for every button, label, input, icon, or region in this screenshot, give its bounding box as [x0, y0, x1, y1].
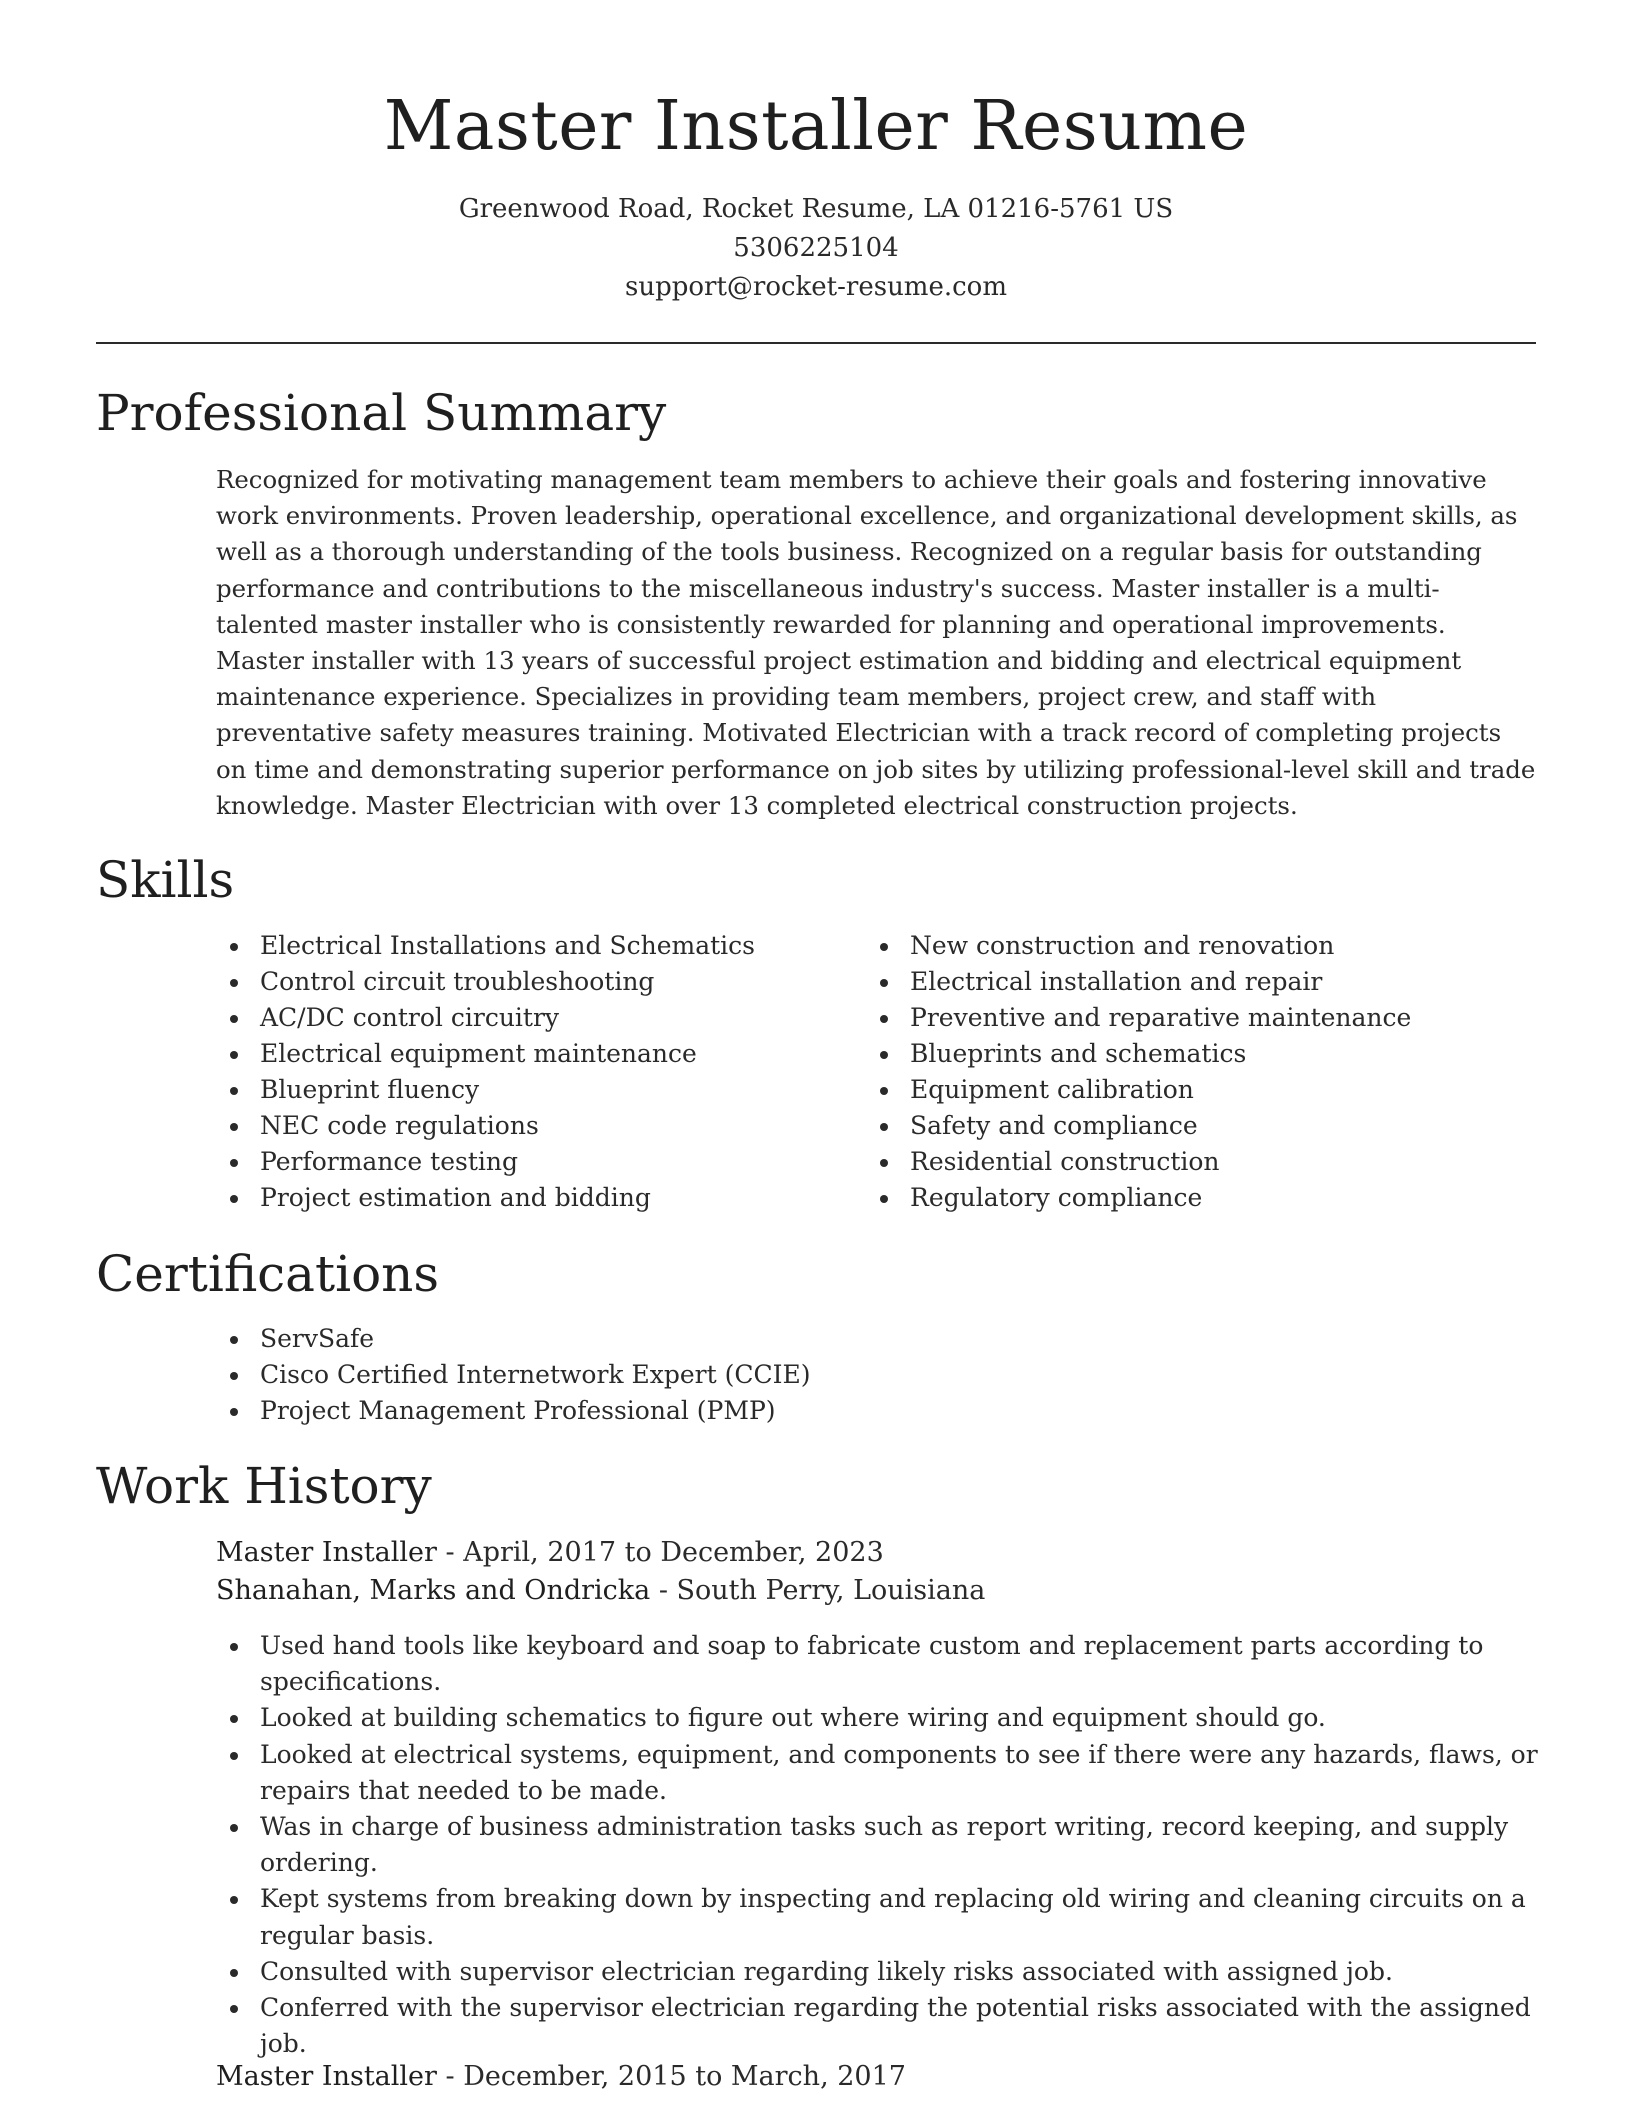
skill-item: Blueprint fluency — [216, 1072, 856, 1108]
skill-item: Electrical Installations and Schematics — [216, 928, 856, 964]
certifications-heading: Certifications — [96, 1245, 440, 1303]
skill-item: Residential construction — [866, 1144, 1526, 1180]
job-1-duties — [216, 1628, 1541, 2062]
duty-item: Consulted with supervisor electrician regarding likely risks associated with assigned job. — [216, 1954, 1541, 1990]
job-location: - South Perry, Louisiana — [650, 1575, 986, 1606]
skill-item: Preventive and reparative maintenance — [866, 1000, 1526, 1036]
skill-item: Blueprints and schematics — [866, 1036, 1526, 1072]
skill-item: Electrical equipment maintenance — [216, 1036, 856, 1072]
summary-heading: Professional Summary — [96, 384, 667, 442]
job-dates: - December, 2015 to March, 2017 — [436, 2061, 906, 2092]
skill-item: AC/DC control circuitry — [216, 1000, 856, 1036]
skills-list-left — [216, 928, 856, 1216]
job-company: Shanahan, Marks and Ondricka — [216, 1575, 651, 1606]
skill-item: New construction and renovation — [866, 928, 1526, 964]
job-2-title-line — [216, 2058, 906, 2096]
certification-item: Project Management Professional (PMP) — [216, 1393, 1216, 1429]
duty-item: Looked at building schematics to figure out where wiring and equipment should go. — [216, 1700, 1541, 1736]
certification-item: Cisco Certified Internetwork Expert (CCIE) — [216, 1357, 1216, 1393]
duty-item: Looked at electrical systems, equipment, and components to see if there were any hazards, flaws, or repairs that needed to be made. — [216, 1737, 1541, 1809]
certification-item: ServSafe — [216, 1321, 1216, 1357]
duty-item: Was in charge of business administration tasks such as report writing, record keeping, and supply ordering. — [216, 1809, 1541, 1881]
duty-item: Conferred with the supervisor electrician regarding the potential risks associated with the assigned job. — [216, 1990, 1541, 2062]
skill-item: NEC code regulations — [216, 1108, 856, 1144]
skill-item: Safety and compliance — [866, 1108, 1526, 1144]
skill-item: Performance testing — [216, 1144, 856, 1180]
contact-block — [0, 190, 1632, 307]
header-divider — [96, 342, 1536, 344]
skill-item: Control circuit troubleshooting — [216, 964, 856, 1000]
certifications-list — [216, 1321, 1216, 1429]
job-title: Master Installer — [216, 1537, 437, 1568]
duty-item: Used hand tools like keyboard and soap to fabricate custom and replacement parts according to specifications. — [216, 1628, 1541, 1700]
work-history-heading: Work History — [96, 1457, 432, 1515]
job-1-title-line — [216, 1534, 884, 1572]
job-1-company-line — [216, 1572, 985, 1610]
job-dates: - April, 2017 to December, 2023 — [436, 1537, 884, 1568]
skill-item: Project estimation and bidding — [216, 1180, 856, 1216]
resume-title: Master Installer Resume — [383, 87, 1249, 166]
address: Greenwood Road, Rocket Resume, LA 01216-5761 US — [458, 194, 1174, 224]
duty-item: Kept systems from breaking down by inspecting and replacing old wiring and cleaning circuits on a regular basis. — [216, 1881, 1541, 1953]
email: support@rocket-resume.com — [624, 272, 1007, 302]
skill-item: Electrical installation and repair — [866, 964, 1526, 1000]
skill-item: Equipment calibration — [866, 1072, 1526, 1108]
job-title: Master Installer — [216, 2061, 437, 2092]
phone: 5306225104 — [733, 233, 899, 263]
skill-item: Regulatory compliance — [866, 1180, 1526, 1216]
skills-heading: Skills — [96, 851, 235, 909]
summary-text: Recognized for motivating management team members to achieve their goals and fostering innovative work environments. Proven leadership, operational excellence, and organizational development skills, as well as a thorough understanding of the tools business. Recognized on a regular basis for outstanding performance and contributions to the miscellaneous industry's success. Master installer is a multi-talented master installer who is consistently rewarded for planning and operational improvements. Master installer with 13 years of successful project estimation and bidding and electrical equipment maintenance experience. Specializes in providing team members, project crew, and staff with preventative safety measures training. Motivated Electrician with a track record of completing projects on time and demonstrating superior performance on job sites by utilizing professional-level skill and trade knowledge. Master Electrician with over 13 completed electrical construction projects. — [216, 465, 1536, 820]
skills-list-right — [866, 928, 1526, 1216]
